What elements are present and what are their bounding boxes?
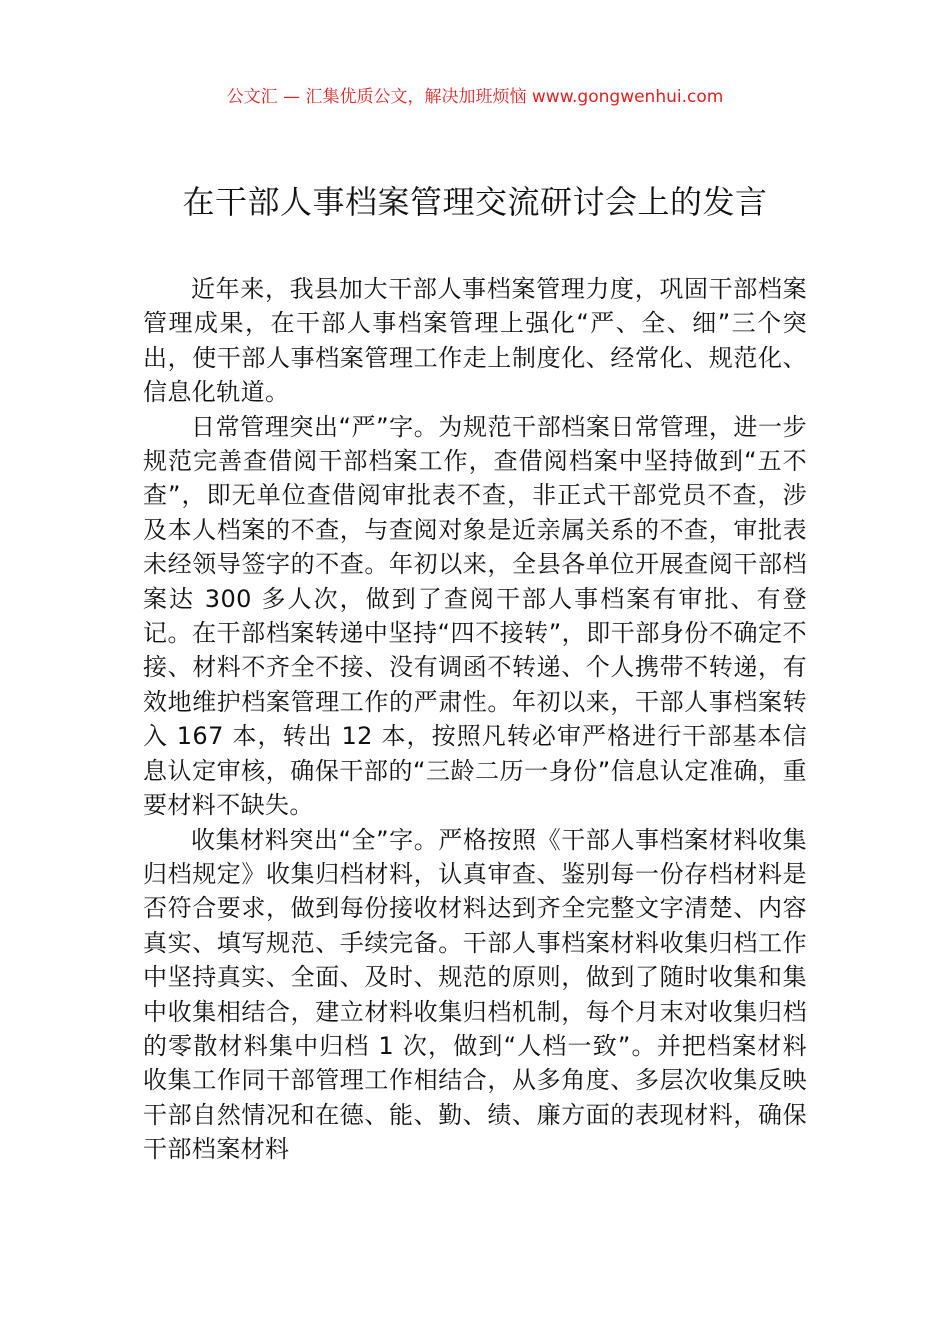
- header-banner: 公文汇 — 汇集优质公文，解决加班烦恼 www.gongwenhui.com: [226, 87, 724, 107]
- paragraph-material-collection: 收集材料突出“全”字。严格按照《干部人事档案材料收集归档规定》收集归档材料，认真审查、鉴别每一份存档材料是否符合要求，做到每份接收材料达到齐全完整文字清楚、内容真实、填写规范、手续完备。干部人事档案材料收集归档工作中坚持真实、全面、及时、规范的原则，做到了随时收集和集中收集相结合，建立材料收集归档机制，每个月末对收集归档的零散材料集中归档 1 次，做到“人档一致”。并把档案材料收集工作同干部管理工作相结合，从多角度、多层次收集反映干部自然情况和在德、能、勤、绩、廉方面的表现材料，确保干部档案材料: [143, 825, 807, 1164]
- document-title: 在干部人事档案管理交流研讨会上的发言: [182, 183, 768, 221]
- document-body: [143, 272, 807, 1167]
- paragraph-daily-management: 日常管理突出“严”字。为规范干部档案日常管理，进一步规范完善查借阅干部档案工作，查借阅档案中坚持做到“五不查”，即无单位查借阅审批表不查，非正式干部党员不查，涉及本人档案的不查，与查阅对象是近亲属关系的不查，审批表未经领导签字的不查。年初以来，全县各单位开展查阅干部档案达 300 多人次，做到了查阅干部人事档案有审批、有登记。在干部档案转递中坚持“四不接转”，即干部身份不确定不接、材料不齐全不接、没有调函不转递、个人携带不转递，有效地维护档案管理工作的严肃性。年初以来，干部人事档案转入 167 本，转出 12 本，按照凡转必审严格进行干部基本信息认定审核，确保干部的“三龄二历一身份”信息认定准确，重要材料不缺失。: [143, 412, 807, 820]
- paragraph-intro: 近年来，我县加大干部人事档案管理力度，巩固干部档案管理成果，在干部人事档案管理上强化“严、全、细”三个突出，使干部人事档案管理工作走上制度化、经常化、规范化、信息化轨道。: [143, 275, 807, 407]
